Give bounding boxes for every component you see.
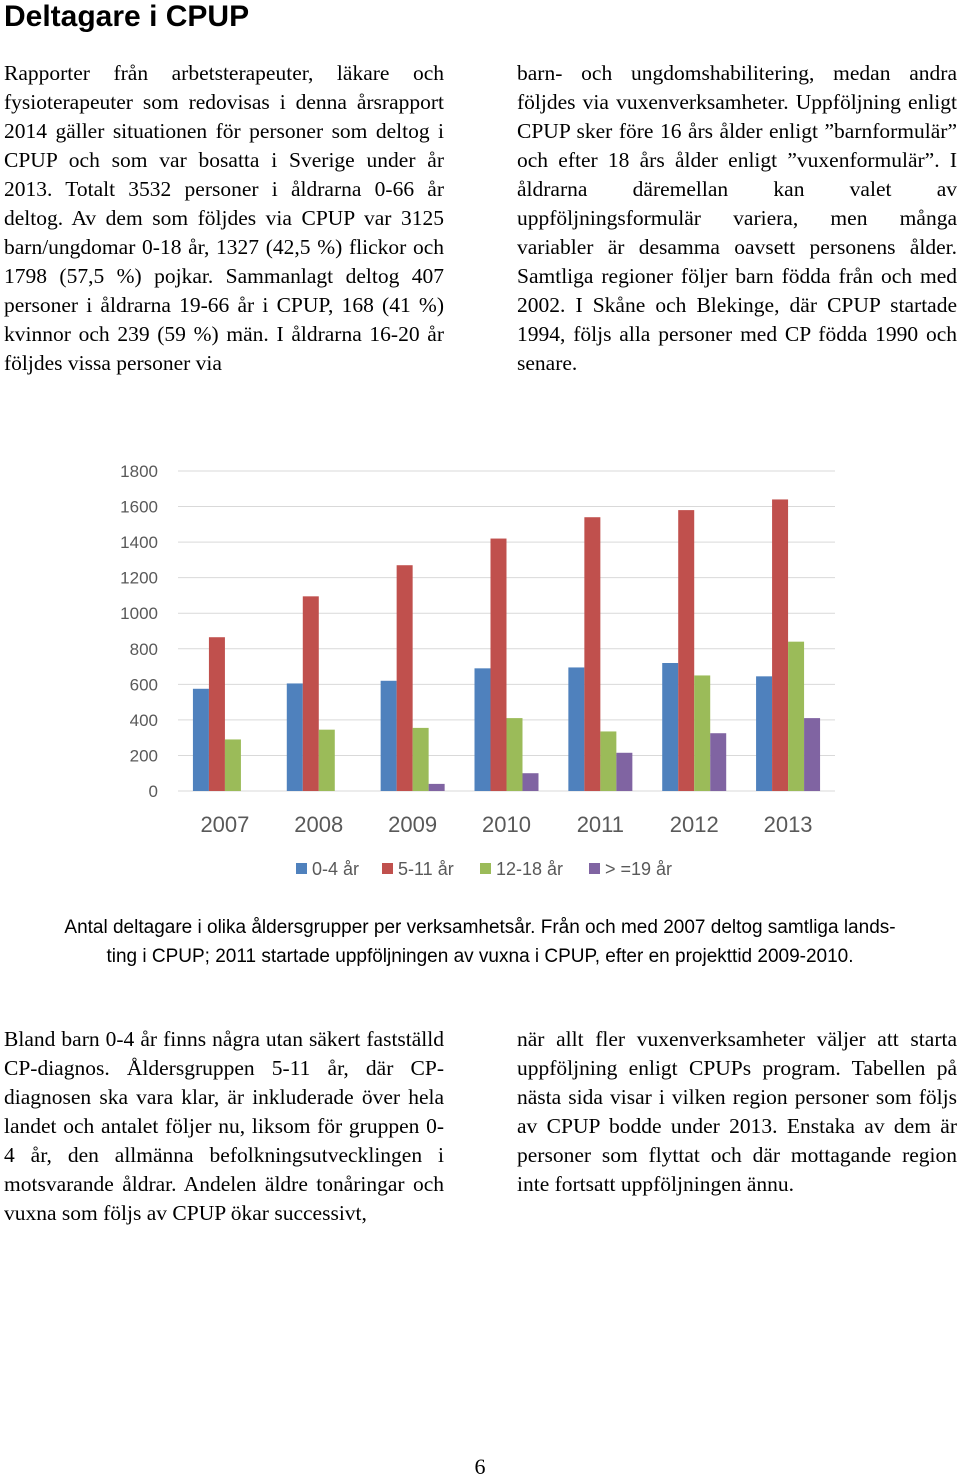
y-tick-label: 1200: [120, 568, 158, 588]
bar: [381, 681, 397, 791]
paragraph-intro-continued: barn- och ungdomshabilitering, medan andra följdes via vuxenverksamheter. Uppföljning enligt CPUP sker före 16 års ålder enligt ”barnformulär” och efter 18 års ålder enligt ”vuxenformulär”. I åldrarna däremellan kan valet av uppföljningsformulär variera, men många variabler är desamma oavsett personens ålder. Samtliga regioner följer barn födda från och med 2002. I Skåne och Blekinge, där CPUP startade 1994, följs alla personer med CP födda 1990 och senare.: [517, 61, 957, 375]
bar: [600, 731, 616, 791]
legend-label: > =19 år: [605, 859, 673, 879]
bar: [475, 668, 491, 791]
y-tick-label: 800: [129, 639, 158, 659]
y-tick-label: 200: [129, 746, 158, 766]
chart-caption: [10, 913, 950, 971]
legend-label: 12-18 år: [496, 859, 564, 879]
bar: [193, 689, 209, 791]
text-column-top-right: [517, 59, 957, 378]
y-tick-label: 1800: [120, 462, 158, 481]
bar: [287, 683, 303, 791]
bar: [209, 637, 225, 791]
bar: [756, 676, 772, 791]
bar: [523, 773, 539, 791]
bar: [225, 739, 241, 791]
y-tick-label: 1000: [120, 604, 158, 624]
bar: [772, 499, 788, 791]
caption-line-1: Antal deltagare i olika åldersgrupper per verksamhetsår. Från och med 2007 deltog samtliga lands-: [64, 917, 896, 938]
bar: [804, 718, 820, 791]
bar: [507, 718, 523, 791]
paragraph-age-groups-continued: när allt fler vuxenverksamheter väljer att starta uppföljning enligt CPUPs program. Tabellen på nästa sida visar i vilken region personer som följs av CPUP bodde under 2013. Enstaka av dem är personer som flyttat och där mottagande region inte fortsatt uppföljningen ännu.: [517, 1027, 957, 1196]
legend-label: 0-4 år: [312, 859, 360, 879]
bar: [491, 539, 507, 791]
x-tick-label: 2012: [669, 812, 719, 837]
bar: [678, 510, 694, 791]
x-tick-label: 2013: [763, 812, 813, 837]
text-column-bottom-left: [4, 1025, 444, 1228]
bar: [710, 733, 726, 791]
x-tick-label: 2010: [482, 812, 531, 837]
x-tick-label: 2011: [576, 812, 625, 837]
paragraph-intro: Rapporter från arbetsterapeuter, läkare och fysioterapeuter som redovisas i denna årsrapport 2014 gäller situationen för personer som deltog i CPUP och som var bosatta i Sverige under år 2013. Totalt 3532 personer i åldrarna 0-66 år deltog. Av dem som följdes via CPUP var 3125 barn/ungdomar 0-18 år, 1327 (42,5 %) flickor och 1798 (57,5 %) pojkar. Sammanlagt deltog 407 personer i åldrarna 19-66 år i CPUP, 168 (41 %) kvinnor och 239 (59 %) män. I åldrarna 16-20 år följdes vissa personer via: [4, 61, 444, 375]
legend-swatch: [296, 863, 307, 874]
y-tick-label: 0: [148, 782, 158, 801]
legend-swatch: [382, 863, 393, 874]
bar: [662, 663, 678, 791]
page-number: 6: [474, 1454, 486, 1479]
bar: [303, 596, 319, 791]
page-title: Deltagare i CPUP: [4, 0, 250, 33]
y-tick-label: 600: [129, 675, 158, 695]
bar: [694, 675, 710, 791]
legend-label: 5-11 år: [398, 859, 454, 879]
y-tick-label: 400: [129, 710, 158, 730]
bar: [397, 565, 413, 791]
bar: [788, 642, 804, 791]
bar: [413, 728, 429, 791]
bar: [319, 730, 335, 791]
text-column-bottom-right: [517, 1025, 957, 1199]
y-tick-label: 1600: [120, 497, 158, 517]
bar-chart: [0, 450, 960, 900]
y-tick-label: 1400: [120, 533, 158, 553]
x-tick-label: 2007: [200, 812, 250, 837]
caption-line-2: ting i CPUP; 2011 startade uppföljningen av vuxna i CPUP, efter en projekttid 2009-2010.: [106, 946, 854, 967]
legend-swatch: [480, 863, 491, 874]
x-tick-label: 2009: [388, 812, 438, 837]
paragraph-age-groups: Bland barn 0-4 år finns några utan säkert fastställd CP-diagnos. Åldersgruppen 5-11 år, där CP-diagnosen ska vara klar, är inkluderade över hela landet och antalet följer nu, liksom för gruppen 0-4 år, den allmänna befolkningsutvecklingen i motsvarande åldrar. Andelen äldre tonåringar och vuxna som följs av CPUP ökar successivt,: [4, 1027, 444, 1225]
x-tick-label: 2008: [294, 812, 344, 837]
text-column-top-left: [4, 59, 444, 378]
bar: [584, 517, 600, 791]
bar: [616, 753, 632, 791]
legend-swatch: [589, 863, 600, 874]
bar: [429, 784, 445, 791]
bar: [568, 667, 584, 791]
